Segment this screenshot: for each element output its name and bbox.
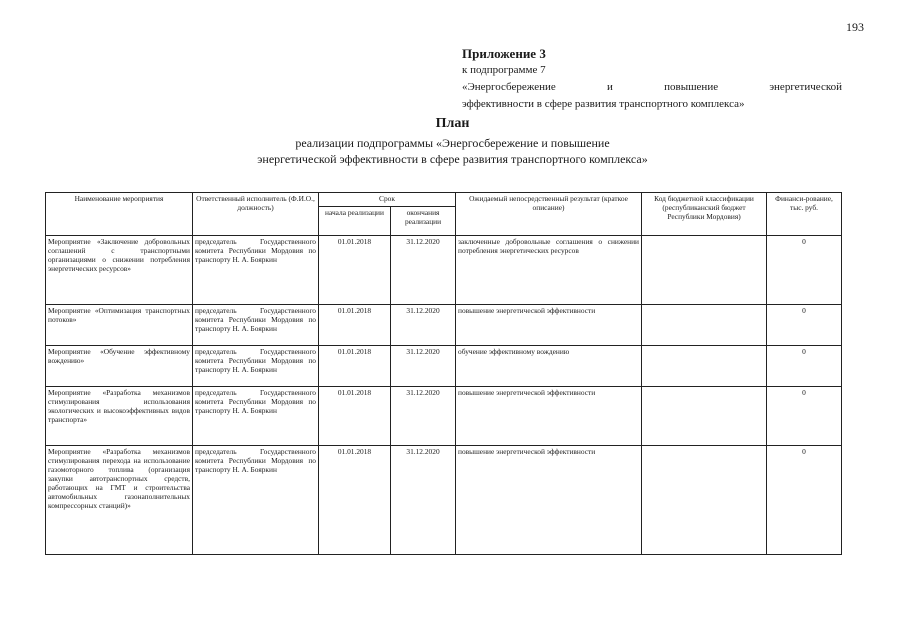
cell-start: 01.01.2018 (319, 387, 391, 446)
header-executor: Ответственный исполнитель (Ф.И.О., должность) (193, 193, 319, 236)
cell-name: Мероприятие «Разработка механизмов стимулирования использования экологических и высокоэффективных видов транспорта» (46, 387, 193, 446)
appendix-title: Приложение 3 (462, 46, 546, 61)
header-end: окончания реализации (391, 207, 456, 236)
appendix-line: эффективности в сфере развития транспортного комплекса» (462, 98, 745, 110)
cell-end: 31.12.2020 (391, 446, 456, 555)
cell-code (642, 346, 767, 387)
cell-code (642, 446, 767, 555)
cell-result: заключенные добровольные соглашения о снижении потребления энергетических ресурсов (456, 236, 642, 305)
cell-finance: 0 (767, 305, 842, 346)
plan-subtitle-line: реализации подпрограммы «Энергосбережение и повышение (295, 136, 610, 150)
plan-table (45, 192, 842, 555)
cell-code (642, 387, 767, 446)
header-name: Наименование мероприятия (46, 193, 193, 236)
cell-start: 01.01.2018 (319, 305, 391, 346)
cell-executor: председатель Государственного комитета Республики Мордовия по транспорту Н. А. Бояркин (193, 387, 319, 446)
cell-finance: 0 (767, 446, 842, 555)
cell-start: 01.01.2018 (319, 236, 391, 305)
cell-result: повышение энергетической эффективности (456, 387, 642, 446)
cell-result: повышение энергетической эффективности (456, 305, 642, 346)
cell-executor: председатель Государственного комитета Республики Мордовия по транспорту Н. А. Бояркин (193, 305, 319, 346)
header-code: Код бюджетной классификации (республиканский бюджет Республики Мордовия) (642, 193, 767, 236)
cell-end: 31.12.2020 (391, 387, 456, 446)
cell-end: 31.12.2020 (391, 236, 456, 305)
appendix-line: к подпрограмме 7 (462, 64, 546, 76)
cell-result: повышение энергетической эффективности (456, 446, 642, 555)
cell-result: обучение эффективному вождению (456, 346, 642, 387)
cell-executor: председатель Государственного комитета Республики Мордовия по транспорту Н. А. Бояркин (193, 236, 319, 305)
appendix-block (462, 45, 842, 113)
table-row (46, 305, 842, 346)
cell-name: Мероприятие «Оптимизация транспортных потоков» (46, 305, 193, 346)
cell-name: Мероприятие «Обучение эффективному вождению» (46, 346, 193, 387)
header-term: Срок (319, 193, 456, 207)
table-row (46, 346, 842, 387)
cell-finance: 0 (767, 346, 842, 387)
cell-end: 31.12.2020 (391, 305, 456, 346)
plan-subtitle-line: энергетической эффективности в сфере развития транспортного комплекса» (257, 152, 648, 166)
header-finance: Финанси-рование, тыс. руб. (767, 193, 842, 236)
plan-title: План (435, 116, 470, 131)
cell-start: 01.01.2018 (319, 446, 391, 555)
table-row (46, 236, 842, 305)
header-result: Ожидаемый непосредственный результат (краткое описание) (456, 193, 642, 236)
cell-code (642, 305, 767, 346)
page-number: 193 (846, 20, 864, 34)
table-header-row (46, 193, 842, 207)
table-row (46, 446, 842, 555)
cell-finance: 0 (767, 236, 842, 305)
cell-executor: председатель Государственного комитета Республики Мордовия по транспорту Н. А. Бояркин (193, 346, 319, 387)
table-row (46, 387, 842, 446)
cell-end: 31.12.2020 (391, 346, 456, 387)
appendix-line: «Энергосбережение и повышение энергетической (462, 81, 842, 93)
cell-name: Мероприятие «Заключение добровольных соглашений с транспортными организациями о снижении потребления энергетических ресурсов» (46, 236, 193, 305)
cell-code (642, 236, 767, 305)
cell-name: Мероприятие «Разработка механизмов стимулирования перехода на использование газомоторного топлива (организация закупки автотранспортных средств, работающих на ГМТ и строительства автомобильных газонаполнительных компрессорных станций)» (46, 446, 193, 555)
cell-finance: 0 (767, 387, 842, 446)
cell-executor: председатель Государственного комитета Республики Мордовия по транспорту Н. А. Бояркин (193, 446, 319, 555)
plan-subtitle (0, 135, 905, 167)
header-start: начала реализации (319, 207, 391, 236)
cell-start: 01.01.2018 (319, 346, 391, 387)
